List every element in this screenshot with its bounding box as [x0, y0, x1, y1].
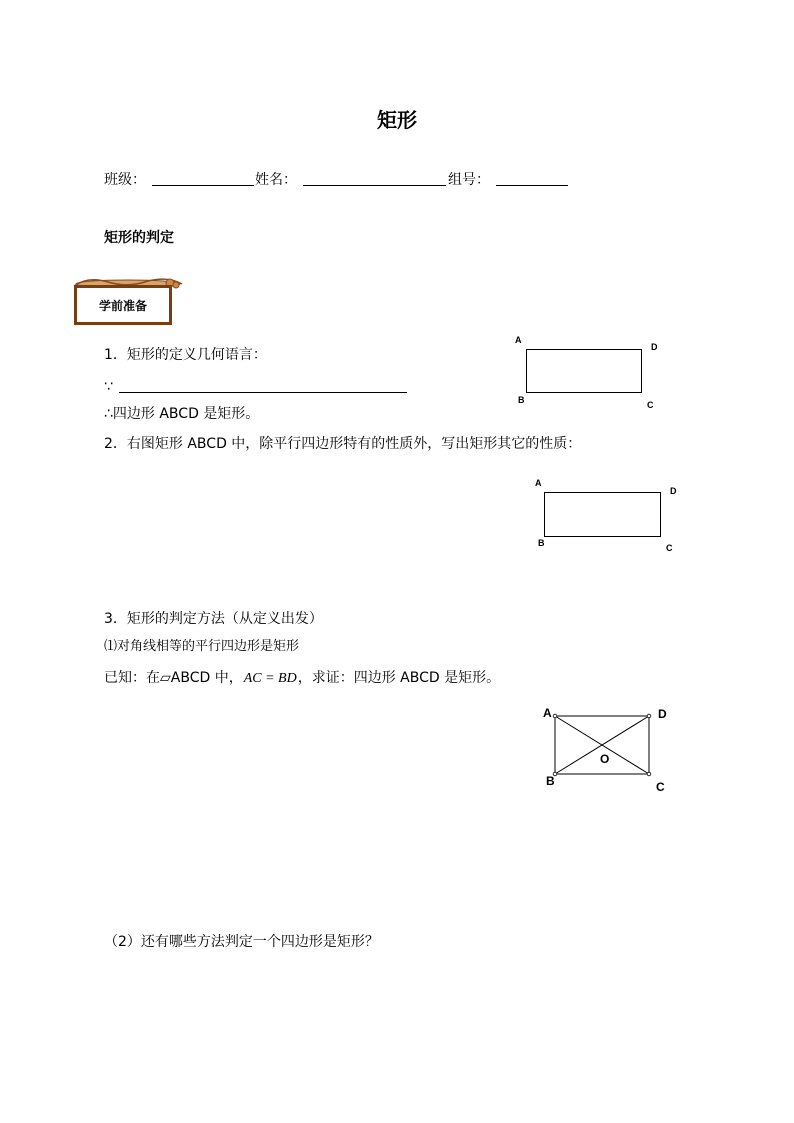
figure1-label-a: A [515, 335, 522, 345]
figure3-label-c: C [656, 780, 665, 794]
badge-box [74, 285, 172, 325]
q1-therefore: ∴四边形 ABCD 是矩形。 [104, 406, 260, 422]
q3-given-prefix: 已知：在▱ABCD 中， [104, 670, 243, 686]
figure3-rectangle-diagonals [553, 714, 651, 776]
q3-given-equation: AC = BD [243, 671, 297, 686]
because-symbol: ∵ [104, 379, 113, 395]
figure2-rectangle [544, 492, 661, 537]
group-blank[interactable] [496, 185, 568, 186]
page-title: 矩形 [377, 108, 417, 132]
figure2-label-c: C [666, 543, 673, 553]
name-blank[interactable] [303, 185, 446, 186]
figure2-label-a: A [535, 478, 542, 488]
group-label: 组号： [448, 172, 490, 188]
figure1-label-b: B [518, 395, 525, 405]
figure3-label-b: B [546, 774, 555, 788]
figure3-label-a: A [543, 706, 552, 720]
q3-sub1: ⑴对角线相等的平行四边形是矩形 [104, 639, 300, 654]
q3-text: 3．矩形的判定方法（从定义出发） [104, 611, 323, 627]
figure1-rectangle [526, 349, 642, 393]
name-label: 姓名： [255, 172, 297, 188]
q3-given-suffix: ，求证：四边形 ABCD 是矩形。 [297, 670, 501, 686]
figure3-label-d: D [658, 707, 667, 721]
class-label: 班级： [104, 172, 146, 188]
figure1-label-c: C [647, 400, 654, 410]
q2-text: 2．右图矩形 ABCD 中，除平行四边形特有的性质外，写出矩形其它的性质： [104, 436, 582, 452]
q1-answer-blank[interactable] [119, 392, 407, 393]
class-blank[interactable] [152, 185, 254, 186]
badge-text: 学前准备 [98, 298, 147, 313]
q1-text: 1．矩形的定义几何语言： [104, 347, 267, 363]
section-heading: 矩形的判定 [104, 230, 174, 246]
figure1-label-d: D [651, 342, 658, 352]
figure2-label-b: B [538, 538, 545, 548]
q3-given [104, 669, 500, 688]
q3-sub2: （2）还有哪些方法判定一个四边形是矩形？ [104, 934, 379, 950]
figure3-label-o: O [600, 752, 610, 766]
figure2-label-d: D [670, 486, 677, 496]
